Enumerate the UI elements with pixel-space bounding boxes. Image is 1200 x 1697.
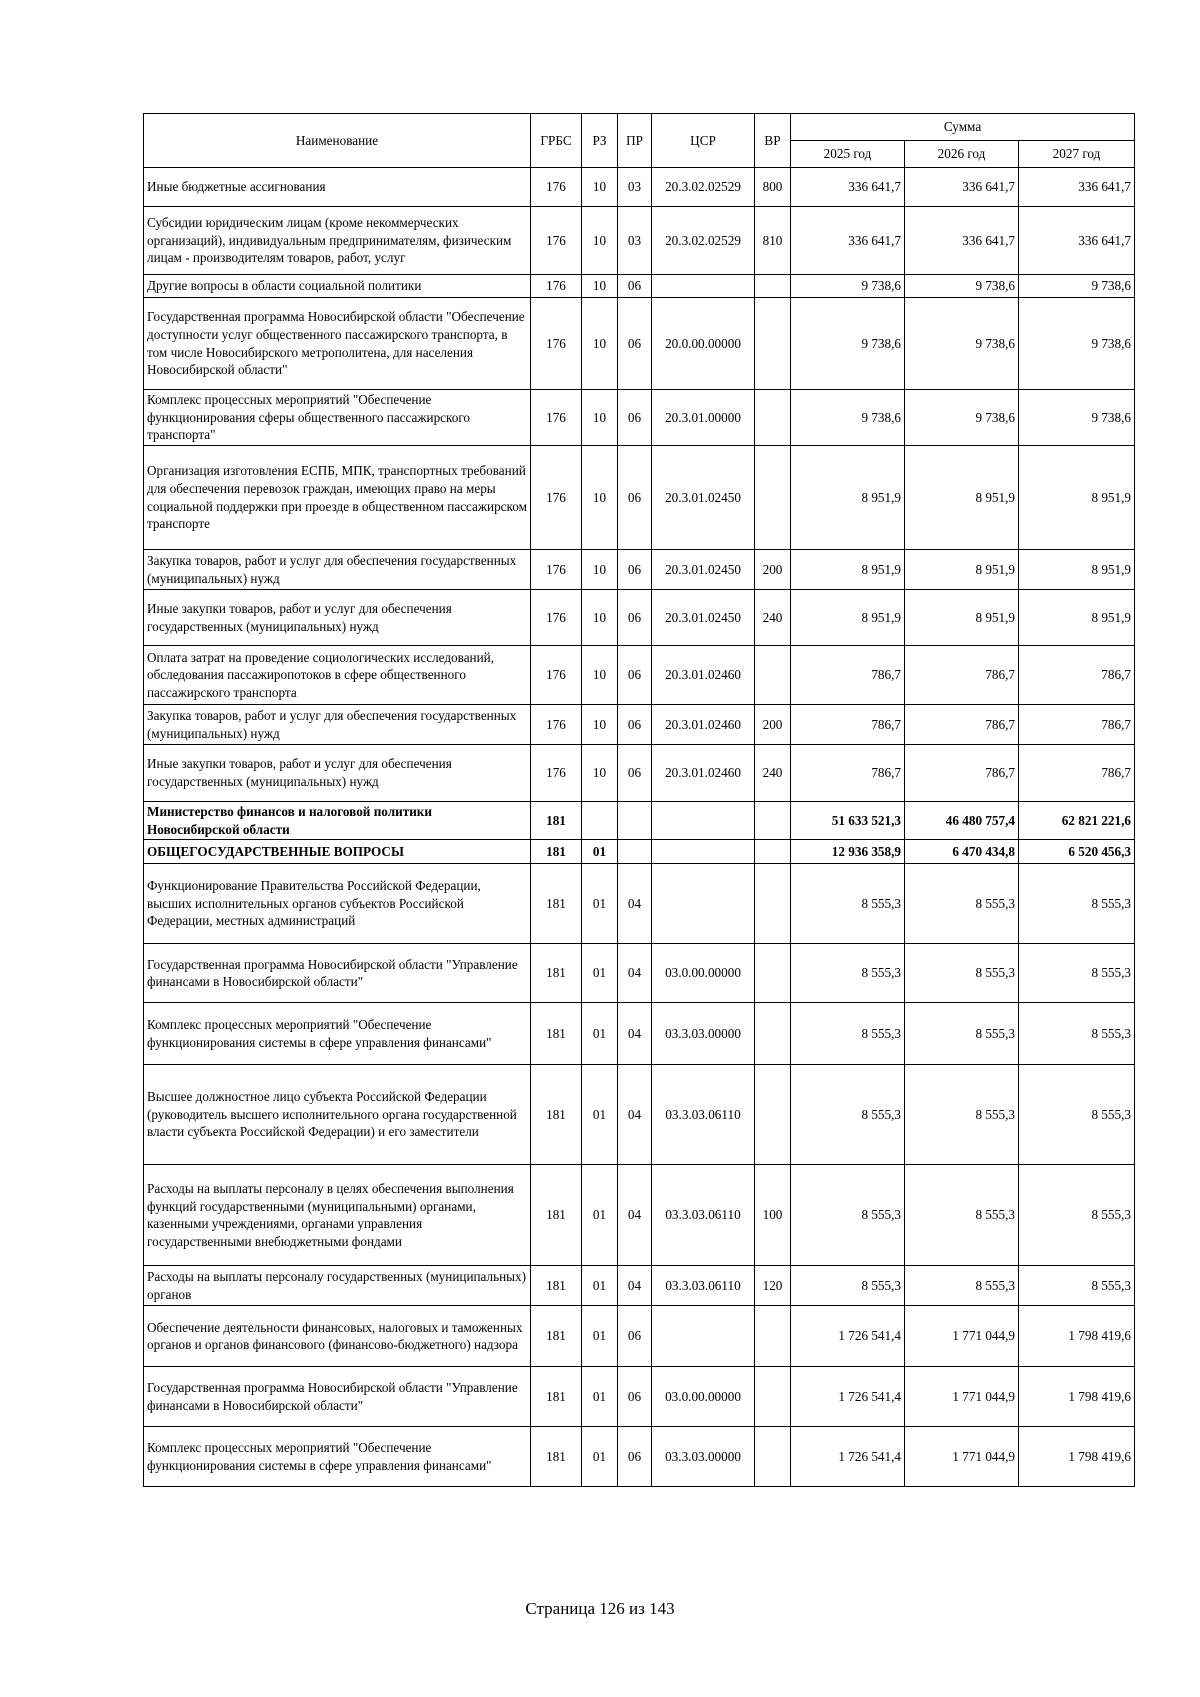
table-row bbox=[144, 590, 1135, 646]
cell-2025: 8 555,3 bbox=[791, 864, 905, 944]
cell-rz: 10 bbox=[582, 298, 618, 390]
cell-2025: 8 555,3 bbox=[791, 1165, 905, 1266]
cell-rz: 10 bbox=[582, 207, 618, 275]
cell-2026: 336 641,7 bbox=[905, 168, 1019, 207]
cell-grbs: 176 bbox=[531, 550, 582, 590]
cell-name: Иные закупки товаров, работ и услуг для обеспечения государственных (муниципальных) нужд bbox=[144, 590, 531, 646]
table-header bbox=[144, 114, 1135, 168]
cell-name: Высшее должностное лицо субъекта Российской Федерации (руководитель высшего исполнительного органа государственной власти субъекта Российской Федерации) и его заместители bbox=[144, 1065, 531, 1165]
cell-vr bbox=[755, 1003, 791, 1065]
table-row bbox=[144, 864, 1135, 944]
header-name: Наименование bbox=[144, 114, 531, 168]
cell-rz: 01 bbox=[582, 1427, 618, 1487]
cell-2027: 62 821 221,6 bbox=[1019, 802, 1135, 840]
cell-csr: 03.3.03.06110 bbox=[652, 1266, 755, 1306]
cell-vr bbox=[755, 275, 791, 298]
cell-grbs: 176 bbox=[531, 590, 582, 646]
cell-vr bbox=[755, 446, 791, 550]
cell-2025: 9 738,6 bbox=[791, 298, 905, 390]
table-row bbox=[144, 207, 1135, 275]
cell-name: Государственная программа Новосибирской области "Обеспечение доступности услуг общественного пассажирского транспорта, в том числе Новосибирского метрополитена, для населения Новосибирской области" bbox=[144, 298, 531, 390]
cell-name: Иные закупки товаров, работ и услуг для обеспечения государственных (муниципальных) нужд bbox=[144, 745, 531, 802]
cell-name: Государственная программа Новосибирской области "Управление финансами в Новосибирской области" bbox=[144, 944, 531, 1003]
cell-grbs: 176 bbox=[531, 745, 582, 802]
cell-pr: 06 bbox=[618, 590, 652, 646]
cell-2025: 1 726 541,4 bbox=[791, 1427, 905, 1487]
cell-2027: 9 738,6 bbox=[1019, 275, 1135, 298]
cell-rz: 10 bbox=[582, 745, 618, 802]
cell-2027: 9 738,6 bbox=[1019, 390, 1135, 446]
cell-csr: 20.3.02.02529 bbox=[652, 168, 755, 207]
cell-2027: 8 951,9 bbox=[1019, 446, 1135, 550]
cell-2026: 9 738,6 bbox=[905, 390, 1019, 446]
cell-vr bbox=[755, 1367, 791, 1427]
cell-grbs: 176 bbox=[531, 207, 582, 275]
cell-2026: 8 555,3 bbox=[905, 1266, 1019, 1306]
cell-pr: 04 bbox=[618, 1003, 652, 1065]
cell-2025: 1 726 541,4 bbox=[791, 1306, 905, 1367]
cell-2025: 51 633 521,3 bbox=[791, 802, 905, 840]
cell-2025: 12 936 358,9 bbox=[791, 840, 905, 864]
cell-2025: 336 641,7 bbox=[791, 207, 905, 275]
cell-csr: 20.3.01.02460 bbox=[652, 646, 755, 705]
cell-grbs: 176 bbox=[531, 705, 582, 745]
cell-csr: 20.3.01.02460 bbox=[652, 745, 755, 802]
cell-2025: 1 726 541,4 bbox=[791, 1367, 905, 1427]
cell-pr: 06 bbox=[618, 705, 652, 745]
table-row bbox=[144, 1367, 1135, 1427]
cell-vr: 800 bbox=[755, 168, 791, 207]
cell-pr: 06 bbox=[618, 298, 652, 390]
cell-vr bbox=[755, 1427, 791, 1487]
cell-pr: 04 bbox=[618, 1165, 652, 1266]
table-row bbox=[144, 550, 1135, 590]
cell-name: Функционирование Правительства Российской Федерации, высших исполнительных органов субъектов Российской Федерации, местных администраций bbox=[144, 864, 531, 944]
cell-name: Организация изготовления ЕСПБ, МПК, транспортных требований для обеспечения перевозок граждан, имеющих право на меры социальной поддержки при проезде в общественном пассажирском транспорте bbox=[144, 446, 531, 550]
cell-rz: 10 bbox=[582, 550, 618, 590]
cell-csr bbox=[652, 840, 755, 864]
table-row bbox=[144, 1306, 1135, 1367]
cell-2025: 8 951,9 bbox=[791, 446, 905, 550]
cell-2025: 9 738,6 bbox=[791, 390, 905, 446]
table-row bbox=[144, 275, 1135, 298]
cell-pr bbox=[618, 802, 652, 840]
table-row bbox=[144, 646, 1135, 705]
cell-csr bbox=[652, 864, 755, 944]
cell-pr: 06 bbox=[618, 1306, 652, 1367]
cell-name: Расходы на выплаты персоналу в целях обеспечения выполнения функций государственными (муниципальными) органами, казенными учреждениями, органами управления государственными внебюджетными фондами bbox=[144, 1165, 531, 1266]
cell-2026: 1 771 044,9 bbox=[905, 1306, 1019, 1367]
cell-grbs: 181 bbox=[531, 1065, 582, 1165]
cell-name: Иные бюджетные ассигнования bbox=[144, 168, 531, 207]
cell-vr bbox=[755, 298, 791, 390]
cell-2027: 1 798 419,6 bbox=[1019, 1367, 1135, 1427]
cell-vr: 240 bbox=[755, 745, 791, 802]
cell-2025: 786,7 bbox=[791, 705, 905, 745]
cell-grbs: 176 bbox=[531, 168, 582, 207]
cell-rz bbox=[582, 802, 618, 840]
cell-name: Комплекс процессных мероприятий "Обеспечение функционирования сферы общественного пассажирского транспорта" bbox=[144, 390, 531, 446]
cell-2026: 8 555,3 bbox=[905, 944, 1019, 1003]
cell-pr: 03 bbox=[618, 168, 652, 207]
cell-pr: 06 bbox=[618, 550, 652, 590]
cell-2027: 8 555,3 bbox=[1019, 1003, 1135, 1065]
table-row bbox=[144, 168, 1135, 207]
cell-2027: 786,7 bbox=[1019, 705, 1135, 745]
cell-rz: 01 bbox=[582, 840, 618, 864]
cell-name: Министерство финансов и налоговой политики Новосибирской области bbox=[144, 802, 531, 840]
cell-vr: 120 bbox=[755, 1266, 791, 1306]
cell-2026: 8 555,3 bbox=[905, 1165, 1019, 1266]
cell-name: Оплата затрат на проведение социологических исследований, обследования пассажиропотоков в сфере общественного пассажирского транспорта bbox=[144, 646, 531, 705]
cell-csr: 20.3.01.02460 bbox=[652, 705, 755, 745]
cell-2026: 8 951,9 bbox=[905, 550, 1019, 590]
cell-vr bbox=[755, 840, 791, 864]
cell-name: ОБЩЕГОСУДАРСТВЕННЫЕ ВОПРОСЫ bbox=[144, 840, 531, 864]
cell-pr: 06 bbox=[618, 446, 652, 550]
cell-2026: 1 771 044,9 bbox=[905, 1367, 1019, 1427]
table-row bbox=[144, 446, 1135, 550]
table-row bbox=[144, 802, 1135, 840]
cell-rz: 01 bbox=[582, 1065, 618, 1165]
cell-2026: 9 738,6 bbox=[905, 275, 1019, 298]
cell-2027: 8 555,3 bbox=[1019, 1065, 1135, 1165]
cell-csr: 20.3.01.02450 bbox=[652, 590, 755, 646]
cell-rz: 01 bbox=[582, 1306, 618, 1367]
cell-2026: 786,7 bbox=[905, 646, 1019, 705]
cell-name: Закупка товаров, работ и услуг для обеспечения государственных (муниципальных) нужд bbox=[144, 550, 531, 590]
cell-csr: 20.3.01.00000 bbox=[652, 390, 755, 446]
cell-grbs: 181 bbox=[531, 944, 582, 1003]
cell-vr bbox=[755, 390, 791, 446]
cell-2027: 336 641,7 bbox=[1019, 168, 1135, 207]
cell-rz: 10 bbox=[582, 446, 618, 550]
cell-vr: 200 bbox=[755, 550, 791, 590]
table-row bbox=[144, 390, 1135, 446]
cell-name: Другие вопросы в области социальной политики bbox=[144, 275, 531, 298]
cell-rz: 01 bbox=[582, 944, 618, 1003]
cell-pr: 06 bbox=[618, 646, 652, 705]
table-row bbox=[144, 705, 1135, 745]
cell-2027: 8 951,9 bbox=[1019, 550, 1135, 590]
cell-2027: 1 798 419,6 bbox=[1019, 1427, 1135, 1487]
cell-rz: 10 bbox=[582, 168, 618, 207]
header-year-2027: 2027 год bbox=[1019, 141, 1135, 168]
cell-rz: 10 bbox=[582, 705, 618, 745]
cell-grbs: 181 bbox=[531, 1306, 582, 1367]
cell-2027: 8 951,9 bbox=[1019, 590, 1135, 646]
cell-2026: 6 470 434,8 bbox=[905, 840, 1019, 864]
cell-2025: 8 951,9 bbox=[791, 550, 905, 590]
cell-pr: 06 bbox=[618, 1367, 652, 1427]
table-row bbox=[144, 1427, 1135, 1487]
cell-grbs: 181 bbox=[531, 1266, 582, 1306]
cell-2025: 8 555,3 bbox=[791, 1065, 905, 1165]
cell-pr: 04 bbox=[618, 1266, 652, 1306]
budget-table bbox=[143, 113, 1135, 1487]
cell-vr: 240 bbox=[755, 590, 791, 646]
table-row bbox=[144, 1003, 1135, 1065]
cell-2027: 8 555,3 bbox=[1019, 944, 1135, 1003]
cell-csr: 03.3.03.00000 bbox=[652, 1427, 755, 1487]
cell-grbs: 181 bbox=[531, 864, 582, 944]
cell-2025: 8 951,9 bbox=[791, 590, 905, 646]
cell-vr bbox=[755, 802, 791, 840]
cell-pr: 06 bbox=[618, 275, 652, 298]
cell-2027: 1 798 419,6 bbox=[1019, 1306, 1135, 1367]
cell-csr bbox=[652, 1306, 755, 1367]
table-row bbox=[144, 1266, 1135, 1306]
cell-rz: 10 bbox=[582, 590, 618, 646]
cell-2025: 786,7 bbox=[791, 646, 905, 705]
cell-rz: 01 bbox=[582, 1367, 618, 1427]
cell-2027: 786,7 bbox=[1019, 745, 1135, 802]
cell-csr: 03.3.03.06110 bbox=[652, 1165, 755, 1266]
cell-name: Закупка товаров, работ и услуг для обеспечения государственных (муниципальных) нужд bbox=[144, 705, 531, 745]
header-vr: ВР bbox=[755, 114, 791, 168]
cell-pr bbox=[618, 840, 652, 864]
cell-csr: 03.3.03.00000 bbox=[652, 1003, 755, 1065]
cell-name: Комплекс процессных мероприятий "Обеспечение функционирования системы в сфере управления финансами" bbox=[144, 1427, 531, 1487]
cell-vr bbox=[755, 864, 791, 944]
cell-rz: 01 bbox=[582, 1266, 618, 1306]
cell-rz: 10 bbox=[582, 275, 618, 298]
cell-2026: 786,7 bbox=[905, 705, 1019, 745]
cell-vr bbox=[755, 1065, 791, 1165]
cell-rz: 01 bbox=[582, 864, 618, 944]
table-row bbox=[144, 1065, 1135, 1165]
cell-2027: 8 555,3 bbox=[1019, 864, 1135, 944]
cell-2026: 46 480 757,4 bbox=[905, 802, 1019, 840]
cell-grbs: 181 bbox=[531, 1003, 582, 1065]
cell-name: Обеспечение деятельности финансовых, налоговых и таможенных органов и органов финансового (финансово-бюджетного) надзора bbox=[144, 1306, 531, 1367]
cell-2025: 336 641,7 bbox=[791, 168, 905, 207]
cell-csr bbox=[652, 802, 755, 840]
cell-2027: 6 520 456,3 bbox=[1019, 840, 1135, 864]
cell-2026: 8 555,3 bbox=[905, 1065, 1019, 1165]
cell-vr: 200 bbox=[755, 705, 791, 745]
table-body bbox=[144, 168, 1135, 1487]
cell-pr: 06 bbox=[618, 1427, 652, 1487]
header-year-2026: 2026 год bbox=[905, 141, 1019, 168]
cell-csr: 20.3.02.02529 bbox=[652, 207, 755, 275]
cell-vr: 810 bbox=[755, 207, 791, 275]
cell-grbs: 176 bbox=[531, 446, 582, 550]
cell-grbs: 181 bbox=[531, 1427, 582, 1487]
cell-name: Расходы на выплаты персоналу государственных (муниципальных) органов bbox=[144, 1266, 531, 1306]
cell-2027: 8 555,3 bbox=[1019, 1165, 1135, 1266]
cell-vr: 100 bbox=[755, 1165, 791, 1266]
cell-name: Субсидии юридическим лицам (кроме некоммерческих организаций), индивидуальным предпринимателям, физическим лицам - производителям товаров, работ, услуг bbox=[144, 207, 531, 275]
header-sum: Сумма bbox=[791, 114, 1135, 141]
cell-grbs: 181 bbox=[531, 1165, 582, 1266]
cell-csr bbox=[652, 275, 755, 298]
cell-2025: 8 555,3 bbox=[791, 944, 905, 1003]
table-row bbox=[144, 745, 1135, 802]
cell-2025: 786,7 bbox=[791, 745, 905, 802]
cell-rz: 10 bbox=[582, 646, 618, 705]
cell-csr: 20.3.01.02450 bbox=[652, 550, 755, 590]
cell-pr: 04 bbox=[618, 864, 652, 944]
header-pr: ПР bbox=[618, 114, 652, 168]
cell-csr: 03.3.03.06110 bbox=[652, 1065, 755, 1165]
cell-grbs: 176 bbox=[531, 298, 582, 390]
cell-2025: 8 555,3 bbox=[791, 1003, 905, 1065]
cell-2026: 8 555,3 bbox=[905, 1003, 1019, 1065]
cell-2026: 9 738,6 bbox=[905, 298, 1019, 390]
cell-2027: 336 641,7 bbox=[1019, 207, 1135, 275]
header-rz: РЗ bbox=[582, 114, 618, 168]
cell-grbs: 181 bbox=[531, 802, 582, 840]
cell-pr: 06 bbox=[618, 745, 652, 802]
table-row bbox=[144, 944, 1135, 1003]
cell-rz: 01 bbox=[582, 1165, 618, 1266]
cell-grbs: 176 bbox=[531, 390, 582, 446]
cell-vr bbox=[755, 944, 791, 1003]
cell-pr: 04 bbox=[618, 1065, 652, 1165]
cell-vr bbox=[755, 1306, 791, 1367]
cell-pr: 04 bbox=[618, 944, 652, 1003]
header-grbs: ГРБС bbox=[531, 114, 582, 168]
cell-2026: 336 641,7 bbox=[905, 207, 1019, 275]
cell-grbs: 181 bbox=[531, 840, 582, 864]
cell-2026: 1 771 044,9 bbox=[905, 1427, 1019, 1487]
page-number: Страница 126 из 143 bbox=[525, 1599, 675, 1618]
table-row bbox=[144, 840, 1135, 864]
cell-grbs: 181 bbox=[531, 1367, 582, 1427]
cell-2026: 8 951,9 bbox=[905, 590, 1019, 646]
cell-grbs: 176 bbox=[531, 275, 582, 298]
header-csr: ЦСР bbox=[652, 114, 755, 168]
cell-grbs: 176 bbox=[531, 646, 582, 705]
cell-pr: 06 bbox=[618, 390, 652, 446]
cell-2025: 8 555,3 bbox=[791, 1266, 905, 1306]
cell-rz: 01 bbox=[582, 1003, 618, 1065]
cell-2027: 786,7 bbox=[1019, 646, 1135, 705]
cell-csr: 03.0.00.00000 bbox=[652, 944, 755, 1003]
cell-2026: 786,7 bbox=[905, 745, 1019, 802]
cell-2026: 8 555,3 bbox=[905, 864, 1019, 944]
cell-name: Государственная программа Новосибирской области "Управление финансами в Новосибирской области" bbox=[144, 1367, 531, 1427]
table-row bbox=[144, 1165, 1135, 1266]
cell-csr: 20.3.01.02450 bbox=[652, 446, 755, 550]
cell-2025: 9 738,6 bbox=[791, 275, 905, 298]
cell-vr bbox=[755, 646, 791, 705]
cell-2026: 8 951,9 bbox=[905, 446, 1019, 550]
table-row bbox=[144, 298, 1135, 390]
cell-name: Комплекс процессных мероприятий "Обеспечение функционирования системы в сфере управления финансами" bbox=[144, 1003, 531, 1065]
cell-rz: 10 bbox=[582, 390, 618, 446]
header-year-2025: 2025 год bbox=[791, 141, 905, 168]
cell-csr: 20.0.00.00000 bbox=[652, 298, 755, 390]
cell-csr: 03.0.00.00000 bbox=[652, 1367, 755, 1427]
cell-pr: 03 bbox=[618, 207, 652, 275]
cell-2027: 9 738,6 bbox=[1019, 298, 1135, 390]
cell-2027: 8 555,3 bbox=[1019, 1266, 1135, 1306]
